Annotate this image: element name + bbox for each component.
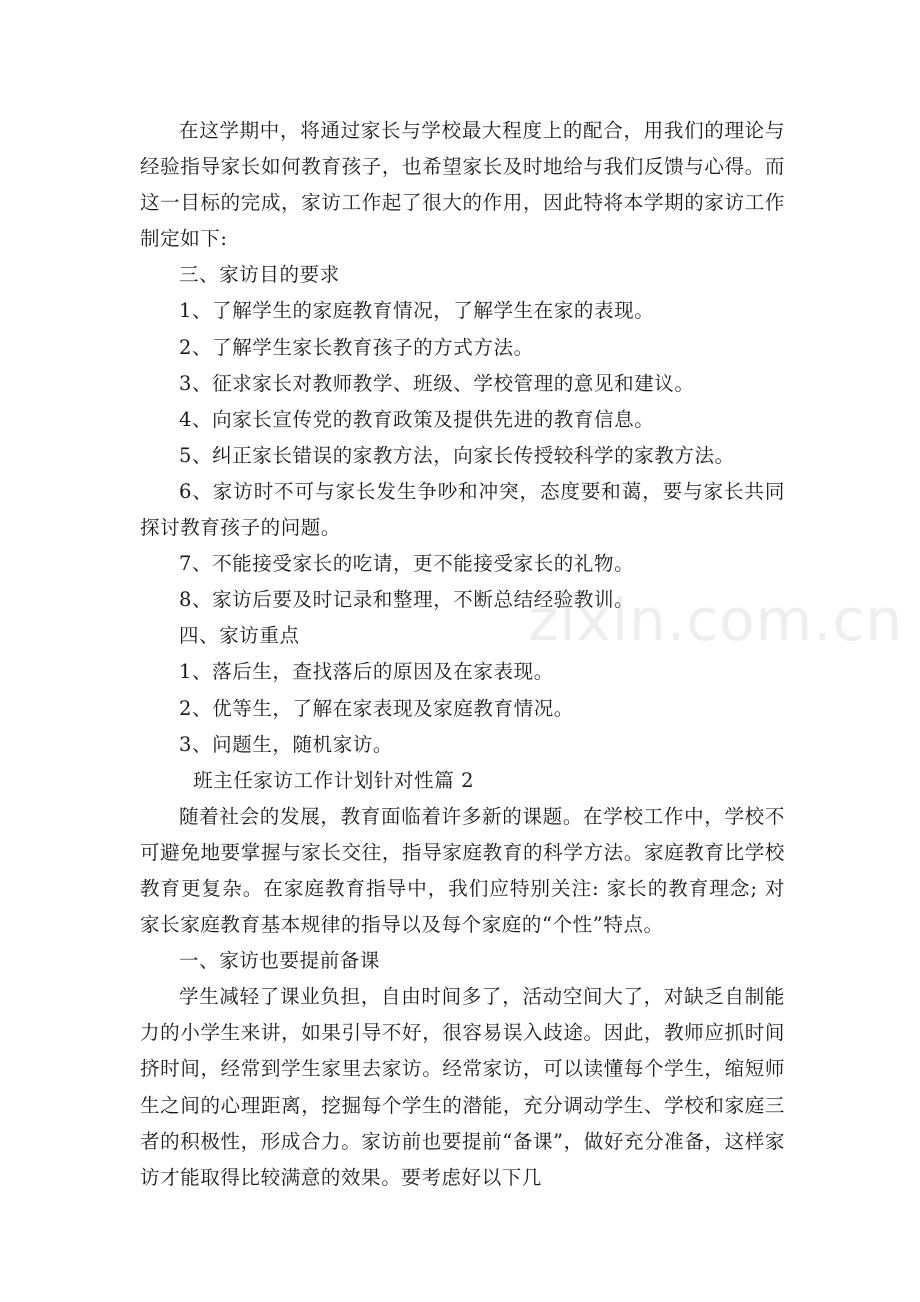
list-item: 2、优等生，了解在家表现及家庭教育情况。: [179, 696, 574, 720]
article-title: 班主任家访工作计划针对性篇 2: [193, 768, 475, 792]
list-item: 8、家访后要及时记录和整理，不断总结经验教训。: [179, 588, 635, 612]
list-item: 6、家访时不可与家长发生争吵和冲突，态度要和蔼，要与家长共同探讨教育孩子的问题。: [140, 479, 785, 540]
list-item: 4、向家长宣传党的教育政策及提供先进的教育信息。: [179, 407, 655, 431]
list-item: 2、了解学生家长教育孩子的方式方法。: [179, 335, 534, 359]
list-item: 1、落后生，查找落后的原因及在家表现。: [179, 660, 554, 684]
paragraph-body: 随着社会的发展，教育面临着许多新的课题。在学校工作中，学校不可避免地要掌握与家长交往，指导家庭教育的科学方法。家庭教育比学校教育更复杂。在家庭教育指导中，我们应特别关注: 家长的教育理念; 对家长家庭教育基本规律的指导以及每个家庭的“个性”特点。: [140, 804, 785, 937]
list-item: 1、了解学生的家庭教育情况，了解学生在家的表现。: [179, 299, 655, 323]
paragraph-body: 学生减轻了课业负担，自由时间多了，活动空间大了，对缺乏自制能力的小学生来讲，如果引导不好，很容易误入歧途。因此，教师应抓时间挤时间，经常到学生家里去家访。经常家访，可以读懂每个学生，缩短师生之间的心理距离，挖掘每个学生的潜能，充分调动学生、学校和家庭三者的积极性，形成合力。家访前也要提前“备课”，做好充分准备，这样家访才能取得比较满意的效果。要考虑好以下几: [140, 985, 785, 1189]
document-body: [140, 113, 785, 1196]
paragraph-intro: 在这学期中，将通过家长与学校最大程度上的配合，用我们的理论与经验指导家长如何教育孩子，也希望家长及时地给与我们反馈与心得。而这一目标的完成，家访工作起了很大的作用，因此特将本学期的家访工作制定如下:: [140, 119, 785, 251]
section-heading-4: 四、家访重点: [179, 624, 300, 648]
list-item: 7、不能接受家长的吃请，更不能接受家长的礼物。: [179, 552, 635, 576]
watermark: zixin.com.cn: [528, 586, 904, 654]
list-item: 5、纠正家长错误的家教方法，向家长传授较科学的家教方法。: [179, 443, 735, 467]
list-item: 3、征求家长对教师教学、班级、学校管理的意见和建议。: [179, 371, 695, 395]
list-item: 3、问题生，随机家访。: [179, 732, 394, 756]
section-heading-1: 一、家访也要提前备课: [179, 949, 381, 973]
section-heading-3: 三、家访目的要求: [179, 263, 340, 287]
